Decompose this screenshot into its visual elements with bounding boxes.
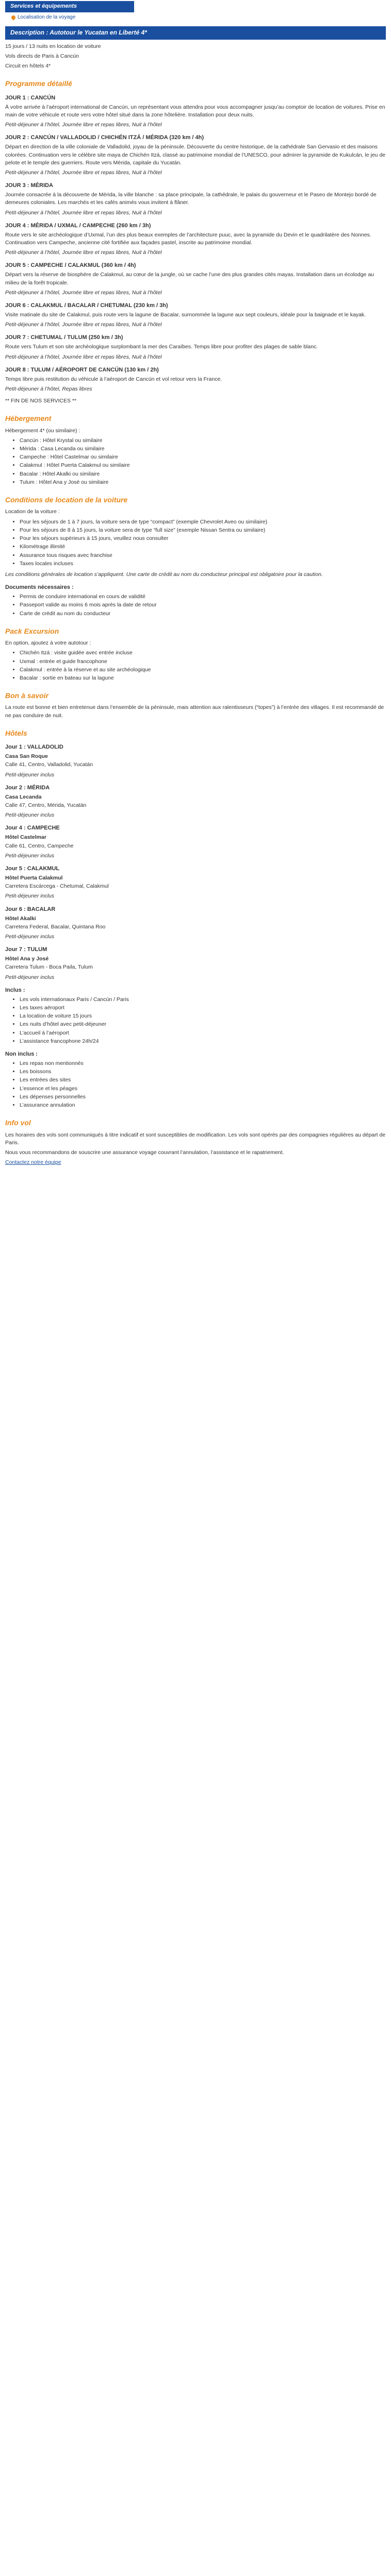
day-title: JOUR 8 : TULUM / AÉROPORT DE CANCÚN (130 km / 2h) <box>5 366 159 373</box>
day-meals: Petit-déjeuner à l’hôtel, Journée libre et repas libres, Nuit à l’hôtel <box>5 249 162 256</box>
day-item <box>5 182 386 217</box>
hotel-address: Carretera Federal, Bacalar, Quintana Roo <box>5 923 106 930</box>
hotel-name: Hôtel Ana y José <box>5 956 49 962</box>
list-item: • L’assistance francophone 24h/24 <box>20 1038 386 1045</box>
hotel-name: Hôtel Puerta Calakmul <box>5 874 63 881</box>
day-text: Route vers le site archéologique d’Uxmal, l’un des plus beaux exemples de l’architecture puuc, avec la pyramide du Devin et le quadrilatère des Nonnes. Continuation vers Campeche, ancienne cité fortifiée aux façades pastel, inscrite au patrimoine mondial. <box>5 231 371 246</box>
hotel-address: Carretera Escárcega - Chetumal, Calakmul <box>5 883 109 890</box>
day-meals: Petit-déjeuner à l’hôtel, Repas libres <box>5 385 92 392</box>
list-item: • Les vols internationaux Paris / Cancún / Paris <box>20 996 386 1004</box>
list-item: • Calakmul : entrée à la réserve et au site archéologique <box>20 666 386 674</box>
day-title: JOUR 7 : CHETUMAL / TULUM (250 km / 3h) <box>5 334 123 341</box>
hotel-address: Calle 47, Centro, Mérida, Yucatán <box>5 802 87 808</box>
conditions-note: Les conditions générales de location s’appliquent. Une carte de crédit au nom du conducteur principal est obligatoire pour la caution. <box>5 571 323 578</box>
lodging-title: Hébergement <box>5 414 52 423</box>
info-title: Info vol <box>5 1118 31 1127</box>
list-item: • Passeport valide au moins 6 mois après la date de retour <box>20 601 386 609</box>
hotel-address: Calle 41, Centro, Valladolid, Yucatán <box>5 761 93 768</box>
page <box>0 1 391 1179</box>
hotel-meals: Petit-déjeuner inclus <box>5 812 55 819</box>
hotel-name: Casa Lecanda <box>5 793 42 800</box>
day-item <box>5 302 386 329</box>
hotel-day: Jour 1 : VALLADOLID <box>5 744 63 751</box>
intro-line: Circuit en hôtels 4* <box>5 63 51 70</box>
hotel-day: Jour 4 : CAMPECHE <box>5 825 60 832</box>
list-item: • Pour les séjours de 8 à 15 jours, la voiture sera de type “full size” (exemple Nissan Sentra ou similaire) <box>20 527 386 534</box>
hotel-name: Hôtel Castelmar <box>5 834 46 841</box>
tab-bar <box>5 1 386 12</box>
hotels-title: Hôtels <box>5 728 27 737</box>
hotel-meals: Petit-déjeuner inclus <box>5 852 55 859</box>
day-title: JOUR 1 : CANCÚN <box>5 94 56 101</box>
day-item <box>5 134 386 177</box>
hotel-day: Jour 2 : MÉRIDA <box>5 784 50 791</box>
hotel-day: Jour 6 : BACALAR <box>5 906 56 912</box>
day-title: JOUR 2 : CANCÚN / VALLADOLID / CHICHÉN ITZÁ / MÉRIDA (320 km / 4h) <box>5 134 204 141</box>
list-item: • Bacalar : sortie en bateau sur la lagune <box>20 674 386 682</box>
included-title: Inclus : <box>5 987 25 993</box>
day-text: Visite matinale du site de Calakmul, puis route vers la lagune de Bacalar, surnommée la lagune aux sept couleurs, idéale pour la baignade et le kayak. <box>5 311 366 318</box>
list-item: • Permis de conduire international en cours de validité <box>20 593 386 601</box>
day-meals: Petit-déjeuner à l’hôtel, Journée libre et repas libres, Nuit à l’hôtel <box>5 209 162 216</box>
list-item: • Les boissons <box>20 1068 386 1076</box>
tab-services[interactable]: Services et équipements <box>5 1 134 12</box>
list-item: • Tulum : Hôtel Ana y José ou similaire <box>20 479 386 486</box>
info-text: Les horaires des vols sont communiqués à titre indicatif et sont susceptibles de modification. Les vols sont opérés par des compagnies régulières au départ de Paris. <box>5 1131 386 1146</box>
day-meals: Petit-déjeuner à l’hôtel, Journée libre et repas libres, Nuit à l’hôtel <box>5 122 162 128</box>
list-item: • Pour les séjours de 1 à 7 jours, la voiture sera de type “compact” (exemple Chevrolet Aveo ou similaire) <box>20 518 386 526</box>
location-link[interactable] <box>11 14 386 22</box>
good-title: Bon à savoir <box>5 691 49 700</box>
day-text: Route vers Tulum et son site archéologique surplombant la mer des Caraïbes. Temps libre pour profiter des plages de sable blanc. <box>5 344 318 350</box>
docs-title: Documents nécessaires : <box>5 584 74 591</box>
location-link-label: Localisation de la voyage <box>18 14 76 20</box>
list-item: • Pour les séjours supérieurs à 15 jours, veuillez nous consulter <box>20 535 386 543</box>
good-text: La route est bonne et bien entretenue dans l’ensemble de la péninsule, mais attention aux ralentisseurs (“topes”) à l’entrée des villages. Il est recommandé de ne pas conduire de nuit. <box>5 704 384 719</box>
day-item <box>5 222 386 257</box>
hotel-item <box>5 906 386 941</box>
list-item: • Les dépenses personnelles <box>20 1093 386 1101</box>
day-title: JOUR 5 : CAMPECHE / CALAKMUL (360 km / 4h) <box>5 262 136 269</box>
list-item: • Les entrées des sites <box>20 1076 386 1084</box>
list-item: • Les nuits d’hôtel avec petit-déjeuner <box>20 1021 386 1028</box>
lodging-list <box>5 437 386 486</box>
list-item: • Uxmal : entrée et guide francophone <box>20 658 386 666</box>
contact-link[interactable]: Contactez notre équipe <box>5 1159 61 1166</box>
pack-list <box>5 649 386 682</box>
day-title: JOUR 4 : MÉRIDA / UXMAL / CAMPECHE (260 km / 3h) <box>5 222 151 229</box>
list-item: • L’accueil à l’aéroport <box>20 1029 386 1037</box>
list-item: • Les repas non mentionnés <box>20 1060 386 1067</box>
list-item: • Calakmul : Hôtel Puerta Calakmul ou similaire <box>20 462 386 469</box>
day-meals: Petit-déjeuner à l’hôtel, Journée libre et repas libres, Nuit à l’hôtel <box>5 321 162 328</box>
location-pin-icon <box>10 15 16 21</box>
day-item <box>5 334 386 361</box>
not-included-title: Non inclus : <box>5 1051 38 1058</box>
day-text: À votre arrivée à l’aéroport international de Cancún, un représentant vous attendra pour vous accompagner jusqu’au comptoir de location de voitures. Prise en main de votre véhicule et route vers votre hôtel situé dans la zone hôtelière. Installation pour deux nuits. <box>5 104 385 118</box>
hotel-meals: Petit-déjeuner inclus <box>5 771 55 778</box>
hotel-item <box>5 824 386 860</box>
day-item <box>5 262 386 297</box>
list-item: • Mérida : Casa Lecanda ou similaire <box>20 445 386 453</box>
list-item: • Taxes locales incluses <box>20 560 386 568</box>
included-list <box>5 996 386 1045</box>
hotel-day: Jour 7 : TULUM <box>5 946 47 953</box>
list-item: • Assurance tous risques avec franchise <box>20 552 386 560</box>
hotel-meals: Petit-déjeuner inclus <box>5 893 55 900</box>
docs-list <box>5 593 386 618</box>
list-item: • Les taxes aéroport <box>20 1004 386 1012</box>
hotel-item <box>5 784 386 820</box>
list-item: • La location de voiture 15 jours <box>20 1012 386 1020</box>
day-text: Départ en direction de la ville coloniale de Valladolid, joyau de la péninsule. Découverte du centre historique, de la cathédrale San Gervasio et des maisons colorées. Continuation vers le célèbre site maya de Chichén Itzá, classé au patrimoine mondial de l’UNESCO, pour admirer la pyramide de Kukulcán, le jeu de pelote et le temple des guerriers. Route vers Mérida, capitale du Yucatán. <box>5 144 386 166</box>
intro-line: Vols directs de Paris à Cancún <box>5 53 79 60</box>
day-text: Départ vers la réserve de biosphère de Calakmul, au cœur de la jungle, où se cache l’une des plus grandes cités mayas. Installation dans un écolodge au milieu de la forêt tropicale. <box>5 272 374 286</box>
hotel-item <box>5 946 386 981</box>
intro-line: 15 jours / 13 nuits en location de voiture <box>5 43 101 49</box>
hotel-address: Carretera Tulum - Boca Paila, Tulum <box>5 964 93 971</box>
hotel-meals: Petit-déjeuner inclus <box>5 933 55 940</box>
list-item: • Campeche : Hôtel Castelmar ou similaire <box>20 453 386 461</box>
hotel-item <box>5 865 386 901</box>
hotel-name: Hôtel Akalki <box>5 915 36 922</box>
list-item: • L’essence et les péages <box>20 1085 386 1093</box>
conditions-intro: Location de la voiture : <box>5 509 60 515</box>
day-meals: Petit-déjeuner à l’hôtel, Journée libre et repas libres, Nuit à l’hôtel <box>5 169 162 176</box>
list-item: • Kilométrage illimité <box>20 543 386 551</box>
day-meals: Petit-déjeuner à l’hôtel, Journée libre et repas libres, Nuit à l’hôtel <box>5 289 162 296</box>
list-item: • Chichén Itzá : visite guidée avec entrée incluse <box>20 649 386 657</box>
day-meals: Petit-déjeuner à l’hôtel, Journée libre et repas libres, Nuit à l’hôtel <box>5 353 162 360</box>
description-band: Description : Autotour le Yucatan en Liberté 4* <box>5 26 386 39</box>
intro-block <box>5 43 386 71</box>
hotel-name: Casa San Roque <box>5 753 48 760</box>
hotel-item <box>5 743 386 779</box>
pack-intro: En option, ajoutez à votre autotour : <box>5 640 91 647</box>
hotel-day: Jour 5 : CALAKMUL <box>5 865 60 872</box>
day-title: JOUR 3 : MÉRIDA <box>5 182 53 189</box>
lodging-intro: Hébergement 4* (ou similaire) : <box>5 427 80 434</box>
list-item: • Cancún : Hôtel Krystal ou similaire <box>20 437 386 445</box>
program-title: Programme détaillé <box>5 79 72 88</box>
day-title: JOUR 6 : CALAKMUL / BACALAR / CHETUMAL (230 km / 3h) <box>5 302 168 309</box>
list-item: • Carte de crédit au nom du conducteur <box>20 610 386 618</box>
not-included-list <box>5 1060 386 1109</box>
day-text: Journée consacrée à la découverte de Mérida, la ville blanche : sa place principale, la cathédrale, le palais du gouverneur et le Paseo de Montejo bordé de demeures coloniales. Les marchés et les cafés animés vous invitent à flâner. <box>5 192 377 206</box>
day-text: Temps libre puis restitution du véhicule à l’aéroport de Cancún et vol retour vers la France. <box>5 376 222 382</box>
list-item: • L’assurance annulation <box>20 1101 386 1109</box>
conditions-list <box>5 518 386 568</box>
info-text-2: Nous vous recommandons de souscrire une assurance voyage couvrant l’annulation, l’assistance et le rapatriement. <box>5 1149 284 1156</box>
hotel-meals: Petit-déjeuner inclus <box>5 974 55 980</box>
day-item <box>5 94 386 129</box>
hotels-list <box>5 743 386 981</box>
day-item <box>5 366 386 393</box>
list-item: • Bacalar : Hôtel Akalki ou similaire <box>20 470 386 478</box>
end-note: ** FIN DE NOS SERVICES ** <box>5 398 77 404</box>
conditions-title: Conditions de location de la voiture <box>5 496 128 504</box>
pack-title: Pack Excursion <box>5 626 59 635</box>
hotel-address: Calle 61, Centro, Campeche <box>5 842 74 849</box>
days-list <box>5 94 386 393</box>
